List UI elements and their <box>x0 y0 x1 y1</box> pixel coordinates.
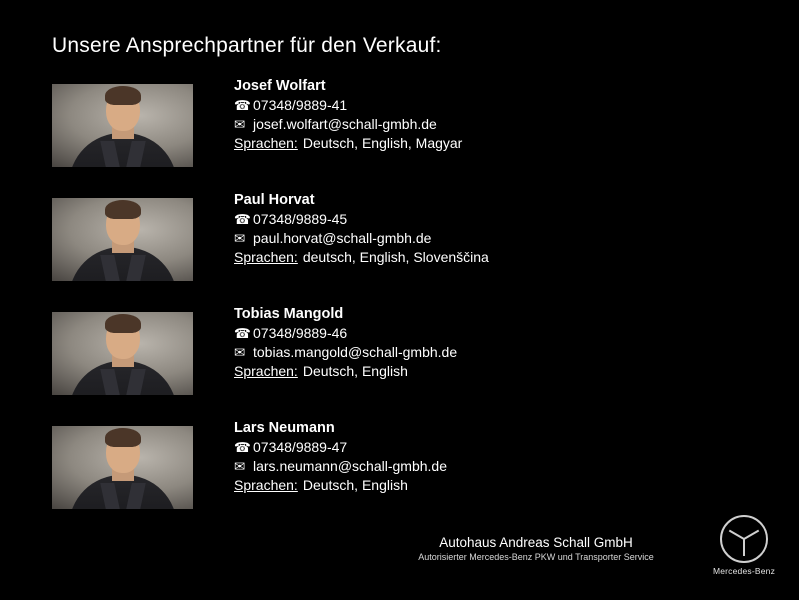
languages-label: Sprachen: <box>234 249 298 265</box>
list-item <box>52 192 752 306</box>
list-item <box>52 78 752 192</box>
contact-languages-line <box>234 135 462 151</box>
phone-icon: ☎ <box>234 98 251 113</box>
contact-email-line <box>234 116 462 133</box>
avatar <box>52 426 193 509</box>
contact-name: Tobias Mangold <box>234 306 344 322</box>
contact-languages: Deutsch, English <box>302 363 408 379</box>
contact-languages: deutsch, English, Slovenščina <box>302 249 489 265</box>
phone-icon: ☎ <box>234 212 251 227</box>
languages-label: Sprachen: <box>234 477 298 493</box>
contact-info <box>234 306 457 381</box>
logo-label: Mercedes-Benz <box>712 566 776 576</box>
mail-icon: ✉ <box>234 345 246 360</box>
contact-phone-line <box>234 439 447 456</box>
page-title: Unsere Ansprechpartner für den Verkauf: <box>52 34 442 57</box>
contact-phone-line <box>234 211 489 228</box>
contact-phone-line <box>234 325 457 342</box>
mercedes-star-icon <box>720 515 768 563</box>
contact-phone: 07348/9889-41 <box>253 97 348 113</box>
contact-phone-line <box>234 97 462 114</box>
contact-email[interactable]: josef.wolfart@schall-gmbh.de <box>253 116 437 132</box>
contact-info <box>234 78 462 153</box>
mail-icon: ✉ <box>234 459 246 474</box>
languages-label: Sprachen: <box>234 363 298 379</box>
list-item <box>52 306 752 420</box>
avatar <box>52 198 193 281</box>
footer-company: Autohaus Andreas Schall GmbH <box>439 535 633 550</box>
avatar <box>52 312 193 395</box>
contact-languages-line <box>234 363 457 379</box>
contact-email-line <box>234 458 447 475</box>
contact-email[interactable]: lars.neumann@schall-gmbh.de <box>253 458 447 474</box>
contact-phone: 07348/9889-46 <box>253 325 348 341</box>
contact-languages-line <box>234 477 447 493</box>
phone-icon: ☎ <box>234 326 251 341</box>
contact-phone: 07348/9889-47 <box>253 439 348 455</box>
phone-icon: ☎ <box>234 440 251 455</box>
contact-list <box>52 78 752 534</box>
contact-name: Josef Wolfart <box>234 78 326 94</box>
contact-name: Paul Horvat <box>234 192 315 208</box>
avatar <box>52 84 193 167</box>
brand-logo <box>707 515 781 576</box>
contact-email[interactable]: tobias.mangold@schall-gmbh.de <box>253 344 458 360</box>
contact-email-line <box>234 344 457 361</box>
mail-icon: ✉ <box>234 117 246 132</box>
contact-email[interactable]: paul.horvat@schall-gmbh.de <box>253 230 432 246</box>
contact-languages: Deutsch, English, Magyar <box>302 135 463 151</box>
contact-info <box>234 192 489 267</box>
footer <box>371 535 701 562</box>
languages-label: Sprachen: <box>234 135 298 151</box>
contact-email-line <box>234 230 489 247</box>
mail-icon: ✉ <box>234 231 246 246</box>
contact-info <box>234 420 447 495</box>
contact-phone: 07348/9889-45 <box>253 211 348 227</box>
footer-subtitle: Autorisierter Mercedes-Benz PKW und Transporter Service <box>418 552 654 562</box>
contact-languages: Deutsch, English <box>302 477 408 493</box>
contact-name: Lars Neumann <box>234 420 335 436</box>
contact-languages-line <box>234 249 489 265</box>
list-item <box>52 420 752 534</box>
